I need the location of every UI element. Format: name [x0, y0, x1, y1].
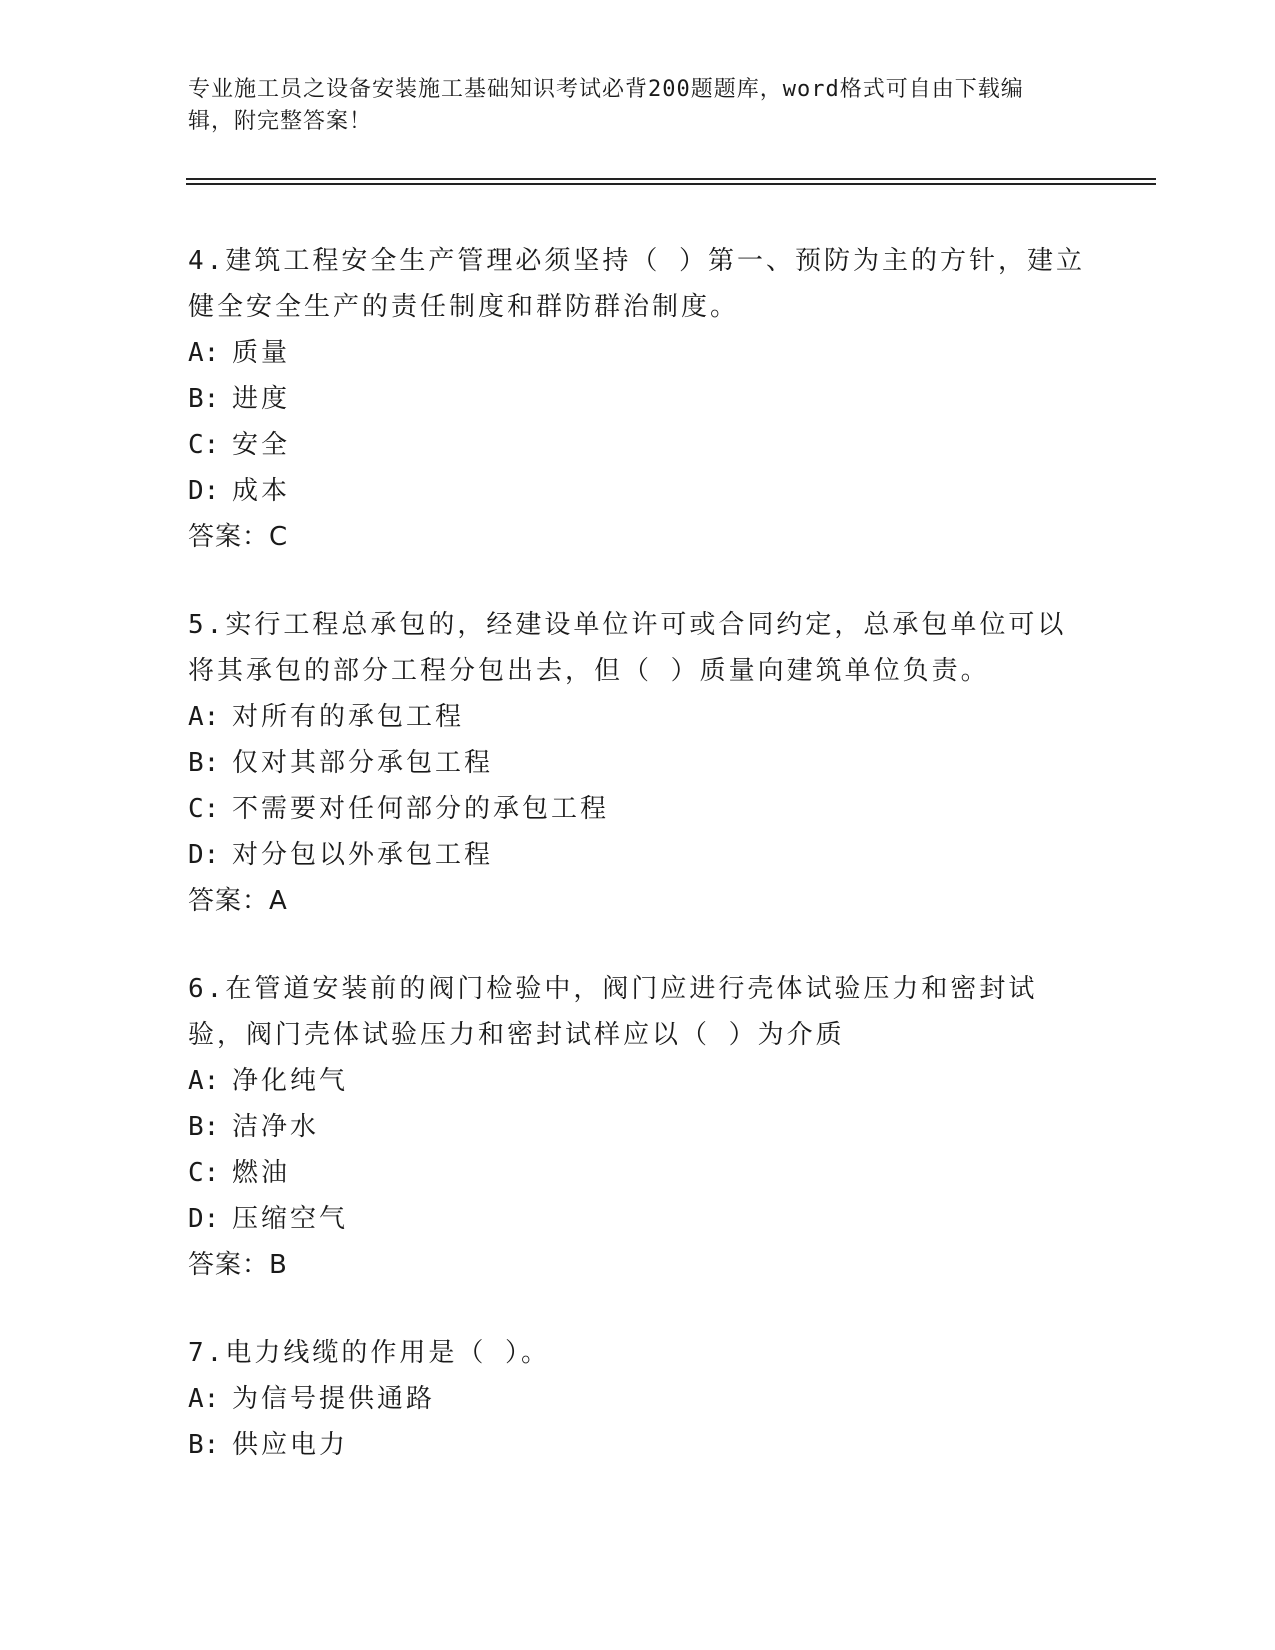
answer-line: 答案：C — [188, 522, 289, 552]
option-label: A: — [188, 338, 220, 368]
option-a — [188, 694, 1088, 740]
option-text: 对所有的承包工程 — [232, 702, 465, 732]
option-d — [188, 832, 1088, 878]
option-text: 为信号提供通路 — [232, 1384, 436, 1414]
option-text: 安全 — [232, 430, 291, 460]
option-b — [188, 376, 1088, 422]
question-stem — [188, 238, 1088, 330]
option-label: D: — [188, 840, 220, 870]
option-text: 不需要对任何部分的承包工程 — [232, 794, 610, 824]
question-stem — [188, 1330, 1088, 1376]
option-text: 进度 — [232, 384, 291, 414]
option-label: A: — [188, 702, 220, 732]
question-text: 在管道安装前的阀门检验中，阀门应进行壳体试验压力和密封试验，阀门壳体试验压力和密封试样应以（ ）为介质 — [188, 974, 1038, 1050]
answer-line: 答案：A — [188, 886, 288, 916]
option-b — [188, 740, 1088, 786]
document-header: 专业施工员之设备安装施工基础知识考试必背200题题库，word格式可自由下载编辑，附完整答案！ — [188, 77, 1024, 134]
question-text: 实行工程总承包的，经建设单位许可或合同约定，总承包单位可以将其承包的部分工程分包出去，但（ ）质量向建筑单位负责。 — [188, 610, 1067, 686]
header-divider-top — [186, 178, 1156, 180]
option-text: 净化纯气 — [232, 1066, 349, 1096]
option-label: A: — [188, 1384, 220, 1414]
option-a — [188, 1376, 1088, 1422]
option-label: B: — [188, 748, 220, 778]
question-number: 5. — [188, 610, 226, 640]
option-label: B: — [188, 1430, 220, 1460]
answer-line: 答案：B — [188, 1250, 288, 1280]
question-stem — [188, 602, 1088, 694]
question-number: 4. — [188, 246, 226, 276]
question-item — [188, 966, 1088, 1288]
option-c — [188, 1150, 1088, 1196]
option-label: C: — [188, 794, 220, 824]
option-text: 仅对其部分承包工程 — [232, 748, 494, 778]
option-text: 质量 — [232, 338, 291, 368]
question-item — [188, 602, 1088, 924]
option-d — [188, 1196, 1088, 1242]
option-label: B: — [188, 1112, 220, 1142]
option-text: 洁净水 — [232, 1112, 320, 1142]
option-c — [188, 786, 1088, 832]
question-number: 7. — [188, 1338, 226, 1368]
option-text: 燃油 — [232, 1158, 291, 1188]
option-d — [188, 468, 1088, 514]
option-b — [188, 1104, 1088, 1150]
option-a — [188, 1058, 1088, 1104]
header-divider-bottom — [186, 183, 1156, 185]
option-label: B: — [188, 384, 220, 414]
option-text: 压缩空气 — [232, 1204, 349, 1234]
question-item — [188, 238, 1088, 560]
question-list — [188, 238, 1088, 1510]
option-label: C: — [188, 430, 220, 460]
question-item — [188, 1330, 1088, 1468]
option-text: 供应电力 — [232, 1430, 349, 1460]
question-text: 建筑工程安全生产管理必须坚持（ ）第一、预防为主的方针，建立健全安全生产的责任制度和群防群治制度。 — [188, 246, 1085, 322]
option-label: A: — [188, 1066, 220, 1096]
question-text: 电力线缆的作用是（ ）。 — [225, 1338, 550, 1368]
question-stem — [188, 966, 1088, 1058]
option-label: D: — [188, 1204, 220, 1234]
option-label: D: — [188, 476, 220, 506]
option-a — [188, 330, 1088, 376]
option-b — [188, 1422, 1088, 1468]
option-text: 对分包以外承包工程 — [232, 840, 494, 870]
option-text: 成本 — [232, 476, 291, 506]
option-label: C: — [188, 1158, 220, 1188]
question-number: 6. — [188, 974, 226, 1004]
option-c — [188, 422, 1088, 468]
